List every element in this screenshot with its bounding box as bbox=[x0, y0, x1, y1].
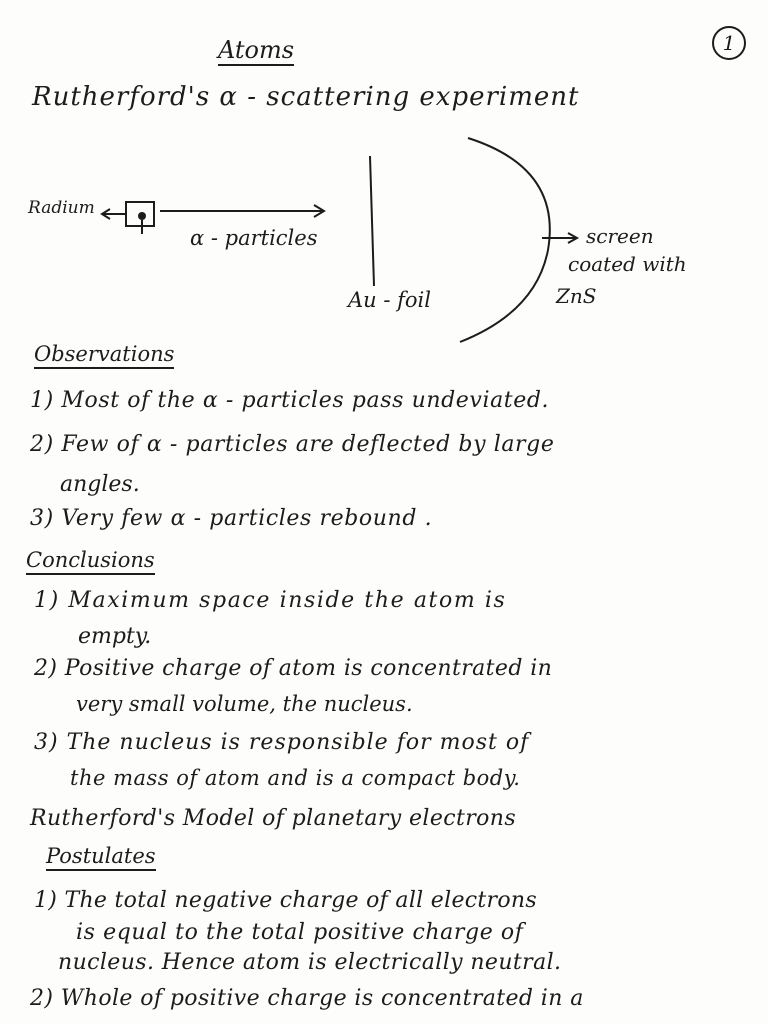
page-title: Atoms bbox=[218, 36, 295, 64]
screen-label-line-1: screen bbox=[586, 224, 654, 248]
conclusion-item: very small volume, the nucleus. bbox=[76, 692, 413, 716]
postulate-item: is equal to the total positive charge of bbox=[76, 920, 524, 945]
conclusion-item: 2) Positive charge of atom is concentrated in bbox=[34, 656, 553, 681]
observations-heading: Observations bbox=[34, 344, 174, 369]
radium-source-dot bbox=[138, 212, 146, 220]
conclusion-item: the mass of atom and is a compact body. bbox=[70, 766, 521, 790]
postulates-heading: Postulates bbox=[46, 846, 156, 871]
conclusion-item: empty. bbox=[78, 624, 152, 649]
radium-label: Radium bbox=[28, 198, 95, 218]
postulate-item: nucleus. Hence atom is electrically neutral. bbox=[58, 950, 562, 975]
experiment-heading: Rutherford's α - scattering experiment bbox=[32, 82, 580, 112]
model-heading: Rutherford's Model of planetary electrons bbox=[30, 806, 517, 831]
postulate-item: 1) The total negative charge of all electrons bbox=[34, 888, 537, 913]
gold-foil-line bbox=[370, 156, 374, 286]
screen-label-line-3: ZnS bbox=[556, 284, 597, 308]
au-foil-label: Au - foil bbox=[348, 288, 431, 312]
page-number: 1 bbox=[712, 26, 746, 60]
conclusion-item: 1) Maximum space inside the atom is bbox=[34, 588, 507, 613]
conclusions-heading: Conclusions bbox=[26, 550, 155, 575]
observation-item: angles. bbox=[60, 472, 140, 497]
observation-item: 3) Very few α - particles rebound . bbox=[30, 506, 433, 531]
alpha-particles-label: α - particles bbox=[190, 226, 318, 250]
screen-label-line-2: coated with bbox=[568, 252, 687, 276]
postulate-item: 2) Whole of positive charge is concentrated in a bbox=[30, 986, 584, 1011]
observation-item: 1) Most of the α - particles pass undeviated. bbox=[30, 388, 550, 413]
zns-screen-arc bbox=[460, 138, 550, 342]
observation-item: 2) Few of α - particles are deflected by large bbox=[30, 432, 555, 457]
conclusion-item: 3) The nucleus is responsible for most of bbox=[34, 730, 530, 755]
